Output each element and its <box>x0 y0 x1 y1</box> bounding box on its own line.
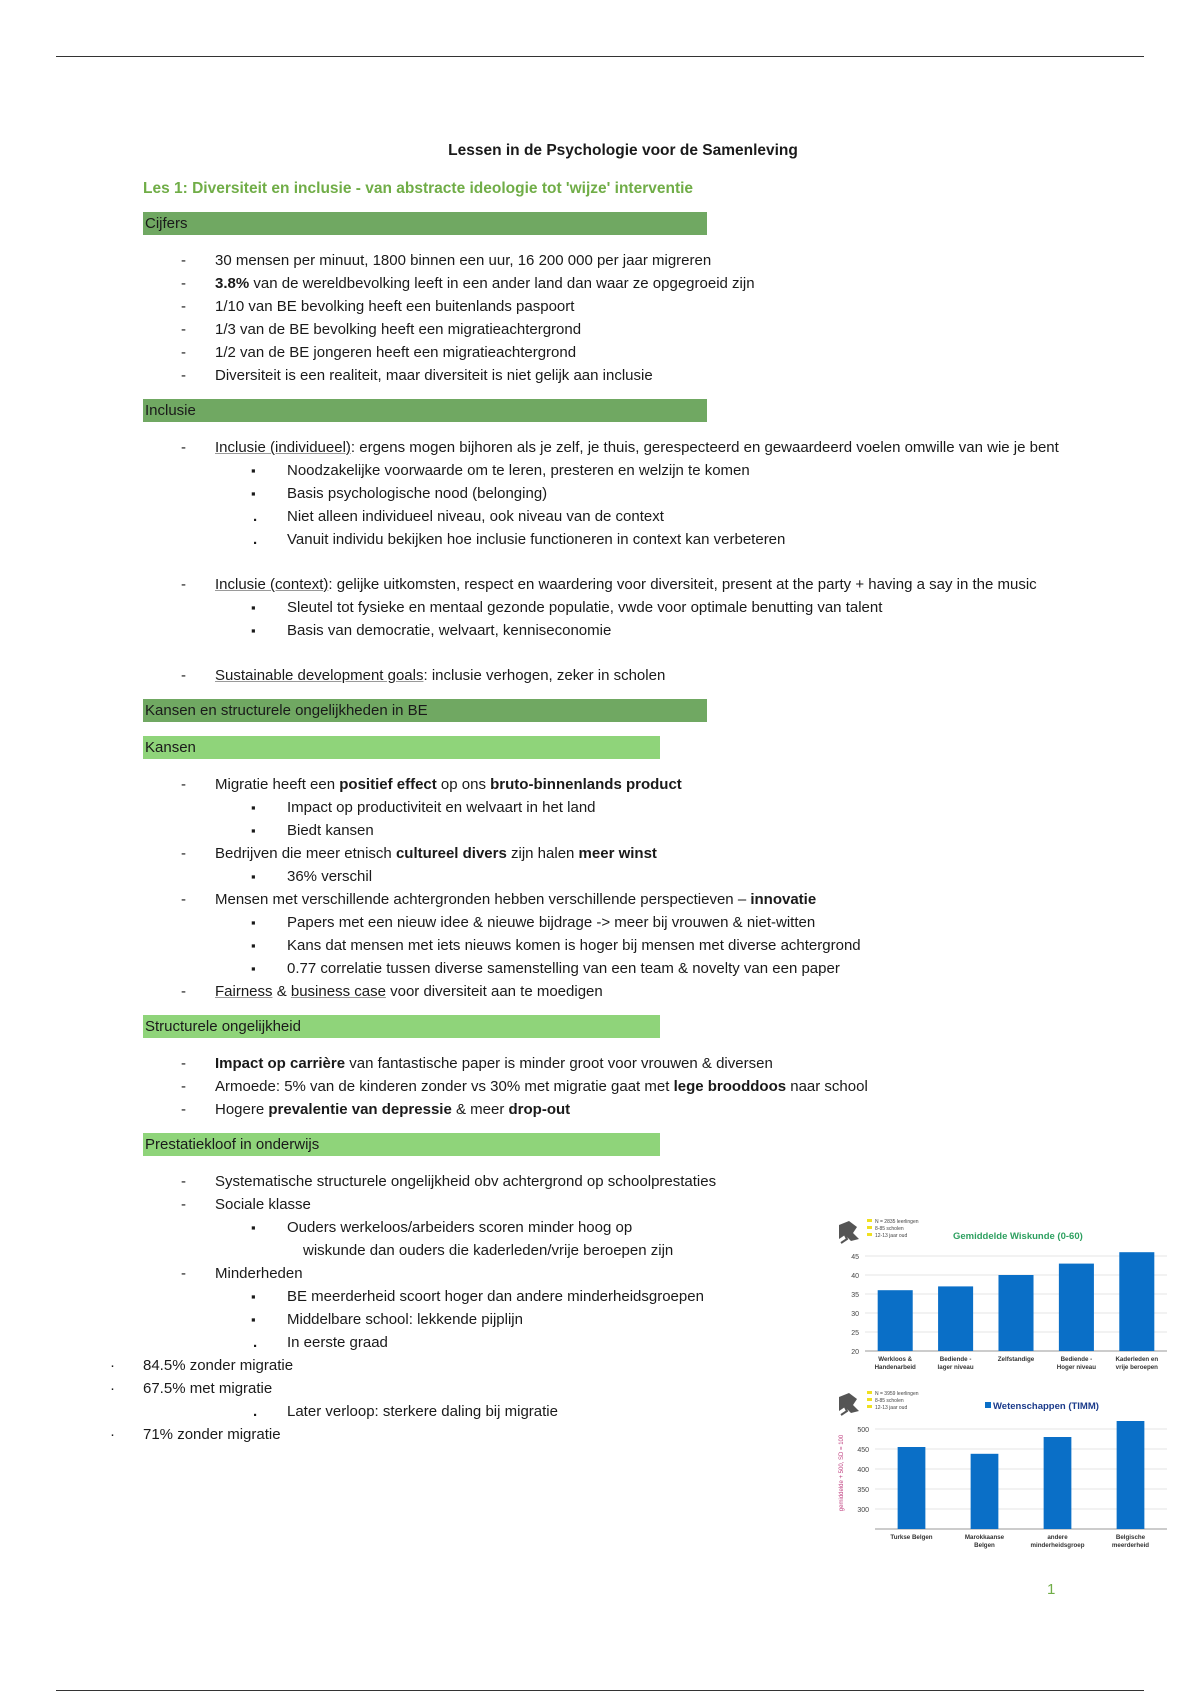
header-rule <box>56 56 1144 57</box>
section-heading-inclusie: Inclusie <box>143 399 707 422</box>
chart-wiskunde <box>833 1215 1175 1377</box>
list-item: . In eerste graad · 84.5% zonder migratie · 67.5% met migratie <box>71 1331 1073 1400</box>
x-tick-label: Marokkaanse <box>964 1534 1005 1541</box>
bar <box>1117 1421 1145 1529</box>
flemish-lion-icon <box>839 1221 859 1243</box>
legend-label: 12-13 jaar oud <box>875 1405 908 1411</box>
list-item: ▪ BE meerderheid scoort hoger dan andere minderheidsgroepen <box>143 1285 1073 1308</box>
list-item: - Armoede: 5% van de kinderen zonder vs 30% met migratie gaat met lege brooddoos naar school <box>143 1075 1073 1098</box>
list-item: - Fairness & business case voor diversiteit aan te moedigen <box>143 980 1073 1003</box>
legend-swatch <box>867 1233 872 1236</box>
legend-label: 12-13 jaar oud <box>875 1233 908 1239</box>
list-item: - 1/2 van de BE jongeren heeft een migratieachtergrond <box>143 341 1073 364</box>
structureel-list <box>143 1052 1073 1121</box>
legend-square <box>985 1402 991 1408</box>
list-item: ▪ Kans dat mensen met iets nieuws komen is hoger bij mensen met diverse achtergrond <box>143 934 1073 957</box>
list-item: ▪ Basis psychologische nood (belonging) <box>143 482 1073 505</box>
chart-title: Wetenschappen (TIMM) <box>993 1401 1099 1412</box>
y-tick-label: 35 <box>851 1292 859 1299</box>
y-tick-label: 400 <box>857 1467 869 1474</box>
kansen-list <box>143 773 1073 1003</box>
list-item: . Later verloop: sterkere daling bij migratie · 71% zonder migratie <box>71 1400 1073 1446</box>
y-tick-label: 45 <box>851 1254 859 1261</box>
legend-swatch <box>867 1398 872 1401</box>
x-tick-label: meerderheid <box>1111 1542 1150 1549</box>
list-item: · 71% zonder migratie <box>0 1423 1073 1446</box>
y-tick-label: 300 <box>857 1507 869 1514</box>
chart-wetenschappen-svg <box>833 1387 1175 1555</box>
legend-label: N = 2835 leerlingen <box>875 1219 919 1225</box>
x-tick-label: Turkse Belgen <box>890 1534 933 1541</box>
x-tick-label: Bediende - <box>939 1356 972 1363</box>
y-tick-label: 350 <box>857 1487 869 1494</box>
legend-swatch <box>867 1219 872 1222</box>
legend-swatch <box>867 1226 872 1229</box>
list-item: · 84.5% zonder migratie <box>0 1354 1073 1377</box>
legend-label: N = 3959 leerlingen <box>875 1391 919 1397</box>
bar <box>971 1454 999 1529</box>
x-tick-label: Werkloos & <box>878 1356 913 1363</box>
list-item: - Sustainable development goals: inclusie verhogen, zeker in scholen <box>143 664 1073 687</box>
y-tick-label: 20 <box>851 1349 859 1356</box>
x-tick-label: minderheidsgroep <box>1030 1542 1085 1549</box>
bold-stat: 3.8% <box>215 275 250 292</box>
page-number: 1 <box>1047 1581 1056 1598</box>
term-inclusie-individueel: Inclusie (individueel) <box>215 439 351 456</box>
cijfers-list <box>143 249 1073 387</box>
y-tick-label: 30 <box>851 1311 859 1318</box>
lesson-title: Les 1: Diversiteit en inclusie - van abstracte ideologie tot 'wijze' interventie <box>143 180 694 197</box>
bar <box>938 1286 973 1351</box>
x-tick-label: Belgische <box>1115 1534 1146 1541</box>
x-tick-label: Kaderleden en <box>1115 1356 1159 1363</box>
list-item: - 1/10 van BE bevolking heeft een buitenlands paspoort <box>143 295 1073 318</box>
list-item: ▪ Basis van democratie, welvaart, kenniseconomie <box>143 619 1073 642</box>
y-tick-label: 25 <box>851 1330 859 1337</box>
list-item: ▪ Biedt kansen <box>143 819 1073 842</box>
x-tick-label: vrije beroepen <box>1115 1364 1158 1371</box>
bar <box>1059 1264 1094 1351</box>
list-item: - Mensen met verschillende achtergronden hebben verschillende perspectieven – innovatie ▪ Papers met een nieuw idee & nieuwe bijdrage -> meer bij vrouwen & niet-witten ▪ Kans dat mensen met iets nieuws komen is hoger bij mensen met diverse achtergrond ▪ 0.77 correlatie tussen diverse samenstelling van een team & novelty van een paper <box>143 888 1073 980</box>
list-item: - Inclusie (individueel): ergens mogen bijhoren als je zelf, je thuis, gerespecteerd en gewaardeerd voelen omwille van wie je bent ▪ Noodzakelijke voorwaarde om te leren, presteren en welzijn te komen ▪ Basis psychologische nood (belonging) . Niet alleen individueel niveau, ook niveau van de context . Vanuit individu bekijken hoe inclusie functioneren in context kan verbeteren <box>143 436 1073 573</box>
list-item: - Diversiteit is een realiteit, maar diversiteit is niet gelijk aan inclusie <box>143 364 1073 387</box>
list-item: . Niet alleen individueel niveau, ook niveau van de context <box>71 505 1073 528</box>
list-item: ▪ 0.77 correlatie tussen diverse samenstelling van een team & novelty van een paper <box>143 957 1073 980</box>
list-item: ▪ 36% verschil <box>143 865 1073 888</box>
flemish-lion-icon <box>839 1393 859 1415</box>
bar <box>1119 1252 1154 1351</box>
list-item: - Migratie heeft een positief effect op ons bruto-binnenlands product ▪ Impact op productiviteit en welvaart in het land ▪ Biedt kansen <box>143 773 1073 842</box>
y-tick-label: 500 <box>857 1427 869 1434</box>
list-item: ▪ Middelbare school: lekkende pijplijn . In eerste graad · 84.5% zonder migratie · 67.5% met migratie . Later verloop: sterkere daling bij migratie · 71% zonder migratie <box>143 1308 1073 1446</box>
x-tick-label: Handenarbeid <box>874 1364 916 1371</box>
legend-label: 8-85 scholen <box>875 1398 904 1404</box>
list-item: · 67.5% met migratie <box>0 1377 1073 1400</box>
y-tick-label: 40 <box>851 1273 859 1280</box>
chart-title: Gemiddelde Wiskunde (0-60) <box>953 1231 1083 1242</box>
list-item: - Impact op carrière van fantastische paper is minder groot voor vrouwen & diversen <box>143 1052 1073 1075</box>
term-inclusie-context: Inclusie (context) <box>215 576 329 593</box>
list-item: - Systematische structurele ongelijkheid obv achtergrond op schoolprestaties <box>143 1170 1073 1193</box>
list-item: . Vanuit individu bekijken hoe inclusie functioneren in context kan verbeteren <box>71 528 1073 551</box>
chart-wetenschappen <box>833 1387 1175 1555</box>
legend-swatch <box>867 1405 872 1408</box>
footer-rule <box>56 1690 1144 1691</box>
bar <box>998 1275 1033 1351</box>
list-item: - Sociale klasse ▪ Ouders werkeloos/arbeiders scoren minder hoog op wiskunde dan ouders die kaderleden/vrije beroepen zijn <box>143 1193 1073 1262</box>
section-heading-kansen-ongelijkheden: Kansen en structurele ongelijkheden in BE <box>143 699 707 722</box>
section-heading-cijfers: Cijfers <box>143 212 707 235</box>
list-item: ▪ Noodzakelijke voorwaarde om te leren, presteren en welzijn te komen <box>143 459 1073 482</box>
inclusie-list <box>143 436 1073 687</box>
x-tick-label: Bediende - <box>1060 1356 1093 1363</box>
legend-swatch <box>867 1391 872 1394</box>
document-title: Lessen in de Psychologie voor de Samenleving <box>448 142 798 159</box>
list-item: - 30 mensen per minuut, 1800 binnen een uur, 16 200 000 per jaar migreren <box>143 249 1073 272</box>
y-tick-label: 450 <box>857 1447 869 1454</box>
list-item: ▪ Impact op productiviteit en welvaart in het land <box>143 796 1073 819</box>
subsection-heading-structureel: Structurele ongelijkheid <box>143 1015 660 1038</box>
list-item: ▪ Ouders werkeloos/arbeiders scoren minder hoog op wiskunde dan ouders die kaderleden/vrije beroepen zijn <box>143 1216 1073 1262</box>
list-item: - Inclusie (context): gelijke uitkomsten, respect en waardering voor diversiteit, present at the party + having a say in the music ▪ Sleutel tot fysieke en mentaal gezonde populatie, vwde voor optimale benutting van talent ▪ Basis van democratie, welvaart, kenniseconomie <box>143 573 1073 664</box>
subsection-heading-prestatiekloof: Prestatiekloof in onderwijs <box>143 1133 660 1156</box>
bar <box>878 1290 913 1351</box>
list-item: - Minderheden ▪ BE meerderheid scoort hoger dan andere minderheidsgroepen ▪ Middelbare school: lekkende pijplijn . In eerste graad · 84.5% zonder migratie · 67.5% met migratie . Later verloop: sterkere daling bij migratie · 71% zonder migratie <box>143 1262 1073 1446</box>
list-item: - Bedrijven die meer etnisch cultureel divers zijn halen meer winst ▪ 36% verschil <box>143 842 1073 888</box>
list-item: ▪ Papers met een nieuw idee & nieuwe bijdrage -> meer bij vrouwen & niet-witten <box>143 911 1073 934</box>
y-axis-label: gemiddelde + 500, SD = 100 <box>839 1434 845 1512</box>
list-item: ▪ Sleutel tot fysieke en mentaal gezonde populatie, vwde voor optimale benutting van talent <box>143 596 1073 619</box>
legend-label: 8-85 scholen <box>875 1226 904 1232</box>
x-tick-label: Belgen <box>974 1542 995 1549</box>
list-item: - Hogere prevalentie van depressie & meer drop-out <box>143 1098 1073 1121</box>
x-tick-label: Zelfstandige <box>997 1356 1035 1363</box>
list-item: - 1/3 van de BE bevolking heeft een migratieachtergrond <box>143 318 1073 341</box>
chart-wiskunde-svg <box>833 1215 1175 1377</box>
x-tick-label: andere <box>1047 1534 1068 1541</box>
bar <box>1044 1437 1072 1529</box>
bar <box>898 1447 926 1529</box>
x-tick-label: lager niveau <box>937 1364 974 1371</box>
term-sdg: Sustainable development goals <box>215 667 424 684</box>
x-tick-label: Hoger niveau <box>1056 1364 1097 1371</box>
list-item: - 3.8% van de wereldbevolking leeft in een ander land dan waar ze opgegroeid zijn <box>143 272 1073 295</box>
subsection-heading-kansen: Kansen <box>143 736 660 759</box>
